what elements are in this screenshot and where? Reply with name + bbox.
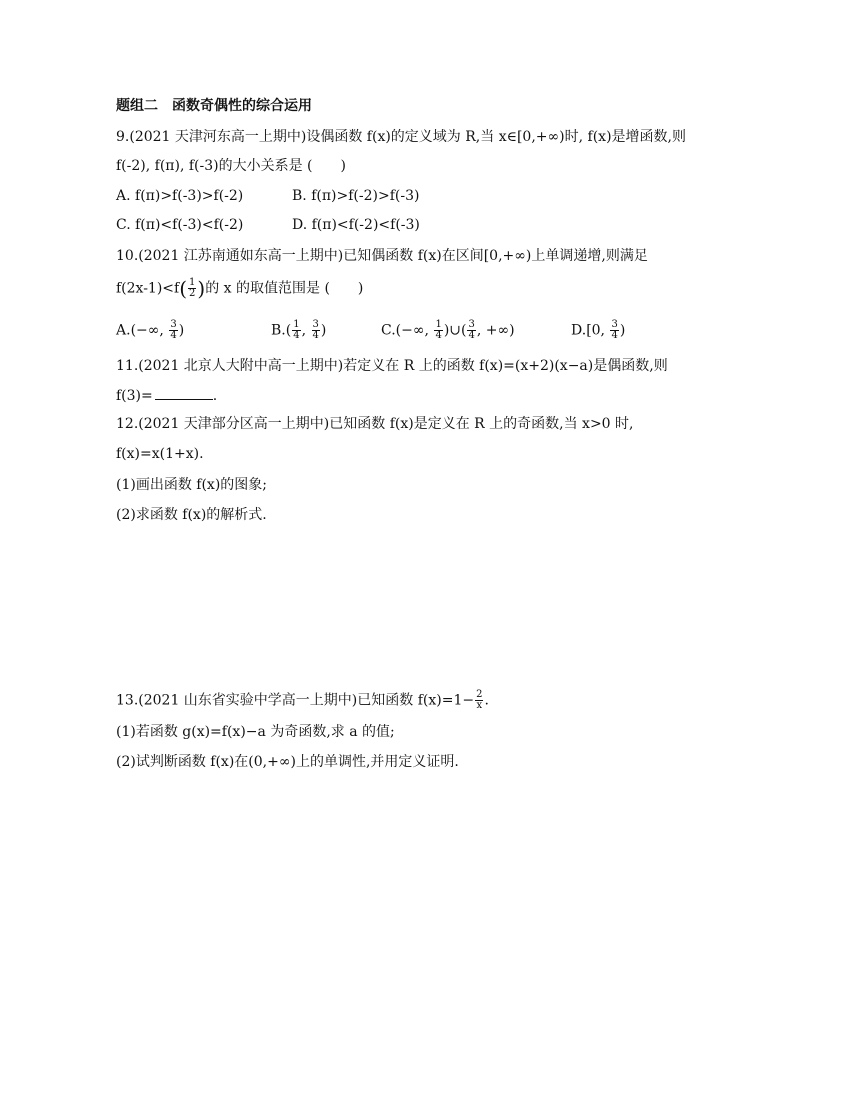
section-title: 题组二 函数奇偶性的综合运用 — [116, 98, 312, 114]
q13-part1: (1)若函数 g(x)=f(x)−a 为奇函数,求 a 的值; — [116, 724, 395, 740]
q10-option-c: C.(−∞, $\frac{1}{4}$ )∪( $\frac{3}{4}$ , +∞) — [381, 319, 515, 341]
q11-answer-blank[interactable] — [155, 385, 213, 400]
q10-half-fraction: $\frac{1}{2}$ — [189, 277, 196, 299]
q9-option-c: C. f(π)<f(-3)<f(-2) — [116, 217, 244, 233]
q11-stem-line2: f(3)= . — [116, 385, 217, 406]
q13-part2: (2)试判断函数 f(x)在(0,+∞)上的单调性,并用定义证明. — [116, 754, 459, 770]
q12-stem-line1: 12.(2021 天津部分区高一上期中)已知函数 f(x)是定义在 R 上的奇函数,当 x>0 时, — [116, 416, 634, 432]
q13-fraction: $\frac{2}{x}$ — [476, 689, 483, 711]
q10-option-d: D.[0, $\frac{3}{4}$ ) — [571, 319, 626, 341]
q12-part1: (1)画出函数 f(x)的图象; — [116, 477, 267, 493]
q11-stem-line1: 11.(2021 北京人大附中高一上期中)若定义在 R 上的函数 f(x)=(x+2)(x−a)是偶函数,则 — [116, 358, 668, 374]
q12-part2: (2)求函数 f(x)的解析式. — [116, 507, 267, 523]
q10-option-a: A.(−∞, $\frac{3}{4}$ ) — [116, 319, 185, 341]
q10-option-b: B.( $\frac{1}{4}$ , $\frac{3}{4}$ ) — [271, 319, 327, 341]
q10-stem-suffix: 的 x 的取值范围是 ( ) — [205, 280, 364, 297]
q9-option-d: D. f(π)<f(-2)<f(-3) — [292, 217, 420, 233]
q13-stem: 13.(2021 山东省实验中学高一上期中)已知函数 f(x)=1− $\frac{2}{x}$ . — [116, 689, 489, 711]
q9-option-a: A. f(π)>f(-3)>f(-2) — [116, 188, 244, 204]
q12-stem-line2: f(x)=x(1+x). — [116, 446, 204, 462]
q9-option-b: B. f(π)>f(-2)>f(-3) — [292, 188, 420, 204]
q9-stem-line1: 9.(2021 天津河东高一上期中)设偶函数 f(x)的定义域为 R,当 x∈[0,+∞)时, f(x)是增函数,则 — [116, 129, 686, 145]
q10-stem-line1: 10.(2021 江苏南通如东高一上期中)已知偶函数 f(x)在区间[0,+∞)上单调递增,则满足 — [116, 248, 648, 264]
q10-inequality-left: f(2x-1)<f — [116, 280, 180, 297]
q9-stem-line2: f(-2), f(π), f(-3)的大小关系是 ( ) — [116, 158, 346, 174]
q10-stem-line2: f(2x-1)<f( $\frac{1}{2}$ )的 x 的取值范围是 ( ) — [116, 276, 364, 301]
